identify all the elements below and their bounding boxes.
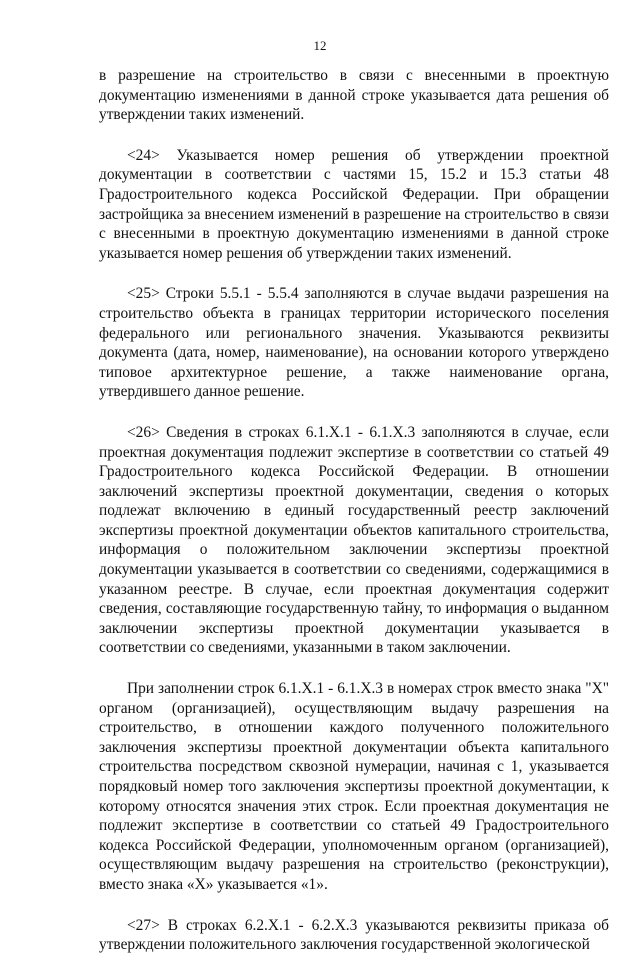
paragraph-numbering-rules: При заполнении строк 6.1.X.1 - 6.1.X.3 в номерах строк вместо знака "X" органом (организацией), осуществляющим выдачу разрешения на строительство, в отношении каждого полученного положительного заключения экспертизы проектной документации объекта капитального строительства посредством сквозной нумерации, начиная с 1, указывается порядковый номер того заключения экспертизы проектной документации, к которому относятся значения этих строк. Если проектная документация не подлежит экспертизе в соответствии со статьей 49 Градостроительного кодекса Российской Федерации, уполномоченным органом (организацией), осуществляющим выдачу разрешения на строительство (реконструкции), вместо знака «X» указывается «1». — [99, 680, 609, 893]
document-body — [99, 66, 609, 976]
page-number: 12 — [313, 38, 327, 53]
footnote-24: <24> Указывается номер решения об утверждении проектной документации в соответствии с частями 15, 15.2 и 15.3 статьи 48 Градостроительного кодекса Российской Федерации. При обращении застройщика за внесением изменений в разрешение на строительство в связи с внесенными в проектную документацию изменениями в данной строке указывается номер решения об утверждении таких изменений. — [99, 146, 609, 262]
footnote-25: <25> Строки 5.5.1 - 5.5.4 заполняются в случае выдачи разрешения на строительство объекта в границах территории исторического поселения федерального или регионального значения. Указываются реквизиты документа (дата, номер, наименование), на основании которого утверждено типовое архитектурное решение, а также наименование органа, утвердившего данное решение. — [99, 285, 609, 401]
paragraph-continuation: в разрешение на строительство в связи с внесенными в проектную документацию изменениями в данной строке указывается дата решения об утверждении таких изменений. — [99, 67, 609, 124]
footnote-27: <27> В строках 6.2.X.1 - 6.2.X.3 указываются реквизиты приказа об утверждении положительного заключения государственной экологической — [99, 916, 609, 954]
footnote-26: <26> Сведения в строках 6.1.X.1 - 6.1.X.3 заполняются в случае, если проектная документация подлежит экспертизе в соответствии со статьей 49 Градостроительного кодекса Российской Федерации. В отношении заключений экспертизы проектной документации, сведения о которых подлежат включению в единый государственный реестр заключений экспертизы проектной документации объектов капитального строительства, информация о положительном заключении экспертизы проектной документации указывается в соответствии со сведениями, содержащимися в указанном реестре. В случае, если проектная документация содержит сведения, составляющие государственную тайну, то информация о выданном заключении экспертизы проектной документации указывается в соответствии со сведениями, указанными в таком заключении. — [99, 423, 609, 657]
